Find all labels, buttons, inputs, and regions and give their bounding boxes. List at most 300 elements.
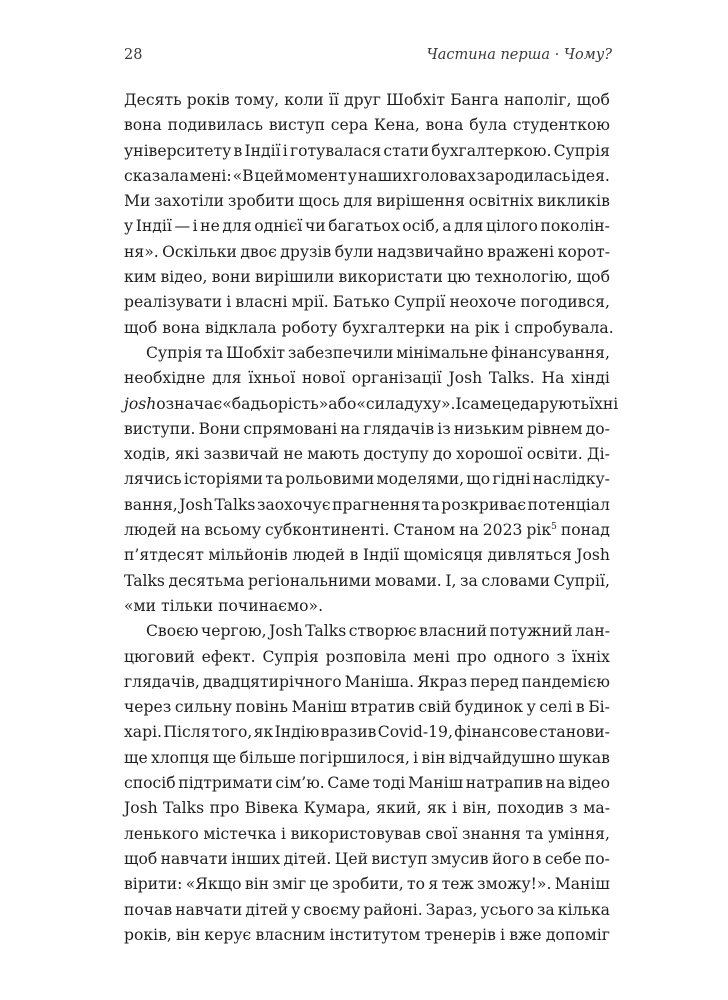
- word: в: [575, 698, 585, 717]
- word: друг: [343, 91, 381, 109]
- text-line: [124, 240, 610, 265]
- word: відчайдушно: [448, 748, 556, 767]
- word: то: [407, 875, 426, 894]
- word: як: [426, 799, 447, 818]
- word: Індії: [135, 217, 172, 236]
- word: саме: [461, 394, 502, 413]
- word: Супрія: [146, 343, 203, 362]
- word: для: [454, 217, 484, 236]
- word: хорошої: [456, 445, 523, 464]
- word: використовував: [290, 824, 421, 843]
- paragraph-1: [124, 88, 614, 341]
- word: п’ятдесят: [124, 546, 204, 565]
- word: «Якщо: [185, 875, 242, 894]
- word: бухгалтеркою.: [431, 141, 552, 160]
- word: необхідне: [124, 369, 206, 388]
- text-line: [124, 796, 610, 821]
- word: Супрія: [262, 647, 319, 666]
- word: рівнем: [527, 419, 583, 438]
- word: Супрія: [553, 141, 610, 160]
- text-line: [124, 442, 610, 467]
- text-line: [124, 847, 610, 872]
- word: Саме: [327, 774, 371, 793]
- word: готувалася: [289, 141, 382, 160]
- word: Станом: [393, 521, 456, 540]
- word: університету: [124, 141, 232, 160]
- word: себе: [544, 849, 582, 868]
- word: мовами.: [374, 571, 442, 590]
- text-line: [124, 594, 610, 619]
- word: він: [244, 875, 270, 894]
- word: історіями: [183, 470, 263, 489]
- body-text: [124, 88, 619, 948]
- word: означає: [156, 394, 223, 413]
- text-line: [124, 872, 610, 897]
- word: Вони: [198, 419, 241, 438]
- text-line: [124, 822, 610, 847]
- word: Маніша.: [344, 672, 415, 691]
- word: на: [340, 419, 361, 438]
- word: освітніх: [468, 192, 534, 211]
- word: Covid-19,: [377, 723, 453, 742]
- text-line: [124, 164, 610, 189]
- paragraph-3: [124, 619, 610, 948]
- word: Шобхіт: [386, 91, 446, 109]
- word: я: [428, 875, 439, 894]
- word: почав: [124, 900, 173, 919]
- word: Індії: [362, 546, 400, 565]
- word: для: [222, 217, 252, 236]
- word: відео: [568, 774, 610, 793]
- word: а: [442, 217, 452, 236]
- word: усього: [480, 900, 534, 919]
- word: мінімальне: [396, 343, 489, 362]
- word: Talks: [305, 622, 347, 641]
- paragraph-2: [124, 341, 619, 619]
- word: дітей: [245, 900, 289, 919]
- word: із: [437, 419, 451, 438]
- word: вражені: [487, 242, 555, 261]
- word: субконтиненті.: [264, 521, 390, 540]
- text-line: [124, 214, 610, 239]
- word: ня».: [124, 242, 159, 261]
- word: вразив: [320, 723, 377, 742]
- word: заохочує: [256, 495, 331, 514]
- word: дивляться: [487, 546, 572, 565]
- word: Супрії: [393, 293, 446, 312]
- word: він,: [462, 799, 492, 818]
- word: Зараз,: [425, 900, 478, 919]
- word: технологію,: [475, 268, 573, 287]
- word: створює: [348, 622, 417, 641]
- word: власним: [255, 925, 326, 944]
- word: лан-: [575, 622, 610, 641]
- word: рольовими: [285, 470, 375, 489]
- word: до-: [585, 419, 610, 438]
- word: низьким: [453, 419, 524, 438]
- section-title: Частина перша · Чому?: [426, 47, 612, 63]
- word: Josh: [576, 546, 610, 565]
- word: гідні: [492, 470, 531, 489]
- word: станови-: [539, 723, 610, 742]
- word: натрапив: [465, 774, 543, 793]
- word: він: [176, 925, 201, 944]
- word: його: [491, 849, 530, 868]
- word: Батько: [332, 293, 390, 312]
- word: Кумара,: [303, 799, 371, 818]
- word: Шобхіт: [226, 343, 285, 362]
- word: про: [456, 647, 487, 666]
- word: своєму: [303, 900, 361, 919]
- word: Ми: [124, 192, 151, 211]
- text-line: [124, 518, 610, 543]
- word: захотіли: [154, 192, 225, 211]
- word: у: [291, 900, 301, 919]
- text-line: [124, 316, 614, 341]
- word: використати: [338, 268, 443, 287]
- word: вання,: [124, 495, 178, 514]
- word: Банга: [450, 91, 499, 109]
- word: спрямовані: [243, 419, 338, 438]
- word: це: [501, 394, 521, 413]
- word: була: [469, 116, 508, 135]
- word: Talks: [124, 571, 165, 590]
- word: свої: [425, 824, 458, 843]
- word: ефект.: [201, 647, 256, 666]
- word: будинок: [454, 698, 523, 717]
- word: районі.: [363, 900, 423, 919]
- word: власні: [235, 293, 288, 312]
- word: 2023: [482, 521, 523, 540]
- word: сера: [330, 116, 369, 135]
- word: та: [525, 824, 544, 843]
- word: вона: [425, 116, 464, 135]
- word: ідея.: [571, 166, 610, 185]
- word: На: [541, 369, 565, 388]
- word: ма-: [583, 799, 610, 818]
- word: Вівека: [244, 799, 299, 818]
- word: «сила: [356, 394, 405, 413]
- word: погіршилося,: [299, 748, 410, 767]
- word: не: [200, 217, 220, 236]
- word: свій: [418, 698, 452, 717]
- word: щось: [298, 192, 340, 211]
- word: і: [282, 141, 288, 160]
- word: зробити: [227, 192, 295, 211]
- word: неохоче: [449, 293, 517, 312]
- word: знання: [462, 824, 521, 843]
- word: десятьма: [168, 571, 245, 590]
- word: потенціал: [527, 495, 610, 514]
- word: чергою,: [200, 622, 267, 641]
- text-line: [124, 720, 610, 745]
- word: коли: [284, 91, 324, 109]
- word: чи: [304, 217, 326, 236]
- word: сім’ю.: [275, 774, 325, 793]
- word: вже: [509, 925, 542, 944]
- text-fragment: щоб вона відклала роботу бухгалтерки на рік і спробувала.: [124, 318, 614, 337]
- word: Індію: [274, 723, 320, 742]
- word: інститутом: [329, 925, 421, 944]
- word: мені: [413, 647, 450, 666]
- word: доступу: [363, 445, 429, 464]
- running-head: [124, 47, 612, 69]
- word: харі.: [124, 723, 163, 742]
- word: всьому: [204, 521, 262, 540]
- word: зробити,: [332, 875, 404, 894]
- word: двоє: [240, 242, 277, 261]
- word: поколін-: [540, 217, 610, 236]
- word: фінансування,: [491, 343, 610, 362]
- text-line: [124, 189, 610, 214]
- text-line: [124, 695, 610, 720]
- word: тоді: [372, 774, 406, 793]
- word: корот-: [557, 242, 610, 261]
- word: навчати: [175, 900, 243, 919]
- word: і: [413, 748, 419, 767]
- word: цілого: [486, 217, 538, 236]
- word: не: [283, 445, 303, 464]
- word: двадцятирічного: [202, 672, 342, 691]
- text-line: [124, 139, 610, 164]
- word: її: [328, 91, 339, 109]
- text-line: [124, 619, 610, 644]
- word: їхньої: [248, 369, 296, 388]
- word: і: [500, 925, 506, 944]
- word: забезпечили: [287, 343, 394, 362]
- word: який,: [376, 799, 422, 818]
- word: момент: [285, 166, 347, 185]
- word: пандемією: [521, 672, 610, 691]
- word: організації: [351, 369, 442, 388]
- word: в: [233, 141, 243, 160]
- word: у: [124, 217, 134, 236]
- text-line: [124, 771, 610, 796]
- word: або: [328, 394, 357, 413]
- word: тому,: [234, 91, 280, 109]
- word: у: [347, 166, 357, 185]
- text-line: [124, 543, 610, 568]
- word: для: [212, 369, 242, 388]
- word: сильну: [174, 698, 232, 717]
- word: шукав: [558, 748, 610, 767]
- word: І: [455, 394, 462, 413]
- word: ще: [124, 748, 148, 767]
- word: ходів,: [124, 445, 171, 464]
- word: словами: [481, 571, 550, 590]
- word: вона: [124, 116, 162, 135]
- word: осіб,: [402, 217, 440, 236]
- word: у: [526, 698, 536, 717]
- word: стати: [383, 141, 430, 160]
- word: з: [569, 799, 578, 818]
- word: вирішення: [376, 192, 465, 211]
- word: Індії: [244, 141, 281, 160]
- word: ленького: [124, 824, 199, 843]
- word: тренерів: [424, 925, 496, 944]
- word: ще: [212, 748, 237, 767]
- word: наполіг,: [503, 91, 572, 109]
- text-fragment: рік: [526, 521, 552, 540]
- text-line: [124, 417, 610, 442]
- word: на: [459, 521, 479, 540]
- text-line: [124, 392, 619, 417]
- word: для: [343, 192, 373, 211]
- word: та: [205, 343, 224, 362]
- word: інших: [231, 849, 281, 868]
- word: зміг: [272, 875, 307, 894]
- word: цей: [254, 166, 285, 185]
- word: надзвичайно: [376, 242, 484, 261]
- page-number: 28: [124, 47, 143, 63]
- word: Після: [163, 723, 211, 742]
- text-line: [124, 670, 610, 695]
- word: Супрії,: [553, 571, 610, 590]
- word: лячись: [124, 470, 182, 489]
- word: кілька: [557, 900, 610, 919]
- text-line: [124, 923, 610, 948]
- word: Josh: [179, 495, 213, 514]
- word: розкриває: [441, 495, 527, 514]
- text-line: [124, 898, 610, 923]
- text-line: [124, 569, 610, 594]
- word: виступи.: [124, 419, 196, 438]
- word: зародилась: [476, 166, 571, 185]
- word: з: [556, 647, 566, 666]
- word: людей: [124, 521, 177, 540]
- word: років,: [124, 925, 172, 944]
- word: Talks: [214, 495, 256, 514]
- word: однієї: [254, 217, 303, 236]
- word: до: [432, 445, 452, 464]
- word: містечка: [203, 824, 277, 843]
- word: вони: [211, 268, 251, 287]
- word: дітей.: [283, 849, 332, 868]
- word: про: [209, 799, 240, 818]
- word: хлопця: [150, 748, 210, 767]
- word: зможу!».: [477, 875, 552, 894]
- word: потужний: [489, 622, 573, 641]
- word: селі: [539, 698, 573, 717]
- word: через: [124, 698, 172, 717]
- word: Десять: [124, 91, 182, 109]
- word: вирішили: [254, 268, 335, 287]
- word: Josh: [269, 622, 303, 641]
- word: зазвичай: [203, 445, 280, 464]
- text-line: [124, 645, 610, 670]
- word: викликів: [537, 192, 610, 211]
- word: реалізувати: [124, 293, 223, 312]
- word: Josh: [124, 799, 158, 818]
- word: друзів: [280, 242, 332, 261]
- word: навчати: [160, 849, 228, 868]
- text-line: [124, 341, 610, 366]
- word: походив: [497, 799, 564, 818]
- word: їхніх: [571, 647, 610, 666]
- text-line: [124, 467, 610, 492]
- word: уміння,: [548, 824, 610, 843]
- word: розповіла: [325, 647, 407, 666]
- word: мені:: [189, 166, 232, 185]
- word: які: [174, 445, 200, 464]
- word: багатьох: [328, 217, 400, 236]
- word: їхні: [589, 394, 619, 413]
- word: Якраз: [417, 672, 468, 691]
- word: Talks.: [488, 369, 535, 388]
- word: Маніш: [554, 875, 610, 894]
- word: відео,: [160, 268, 208, 287]
- word: студенткою: [512, 116, 610, 135]
- word: і: [452, 799, 457, 818]
- text-line: [124, 746, 610, 771]
- word: і: [226, 293, 232, 312]
- word: Своєю: [146, 622, 199, 641]
- word: Кена,: [373, 116, 420, 135]
- word: за: [459, 571, 478, 590]
- footnote-marker[interactable]: 5: [551, 521, 557, 532]
- word: повінь: [235, 698, 288, 717]
- word: мрії.: [291, 293, 329, 312]
- word: —: [174, 217, 191, 236]
- word: наших: [357, 166, 412, 185]
- word: «В: [232, 166, 254, 185]
- word: Josh: [448, 369, 483, 388]
- word: одного: [493, 647, 550, 666]
- word: погодився,: [520, 293, 610, 312]
- word: людей: [292, 546, 346, 565]
- word: теж: [441, 875, 474, 894]
- word: на: [545, 774, 566, 793]
- word: Talks: [163, 799, 205, 818]
- word: і: [192, 217, 198, 236]
- word: власний: [419, 622, 487, 641]
- word: Бі-: [588, 698, 610, 717]
- word: мають: [307, 445, 360, 464]
- word: років: [186, 91, 230, 109]
- word: втратив: [350, 698, 415, 717]
- word: вірити:: [124, 875, 183, 894]
- word: нової: [302, 369, 345, 388]
- word: в: [532, 849, 542, 868]
- word: щоб: [576, 268, 610, 287]
- word: щомісяця: [403, 546, 483, 565]
- word: І,: [445, 571, 457, 590]
- word: як: [253, 723, 274, 742]
- word: моделями,: [376, 470, 465, 489]
- word: хінді: [571, 369, 610, 388]
- word: більше: [239, 748, 297, 767]
- word: Маніш: [291, 698, 347, 717]
- word: дарують: [520, 394, 590, 413]
- word: цю: [447, 268, 471, 287]
- text-line: [124, 290, 610, 315]
- word: сказала: [124, 166, 189, 185]
- text-line: [124, 366, 610, 391]
- word: прагнення: [332, 495, 421, 514]
- text-line: [124, 493, 610, 518]
- word: по-: [584, 849, 610, 868]
- word: глядачів: [363, 419, 435, 438]
- word: він: [421, 748, 446, 767]
- word: за: [536, 900, 555, 919]
- word: підтримати: [178, 774, 273, 793]
- word: головах: [412, 166, 476, 185]
- word: та: [265, 470, 284, 489]
- word: на: [180, 521, 201, 540]
- word: допоміг: [545, 925, 610, 944]
- word: фінансове: [454, 723, 538, 742]
- text-line: [124, 265, 610, 290]
